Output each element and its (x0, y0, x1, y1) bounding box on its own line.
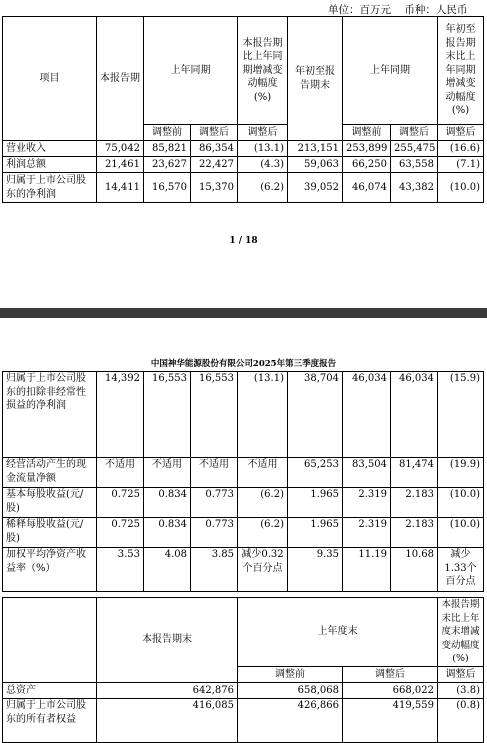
cell-ytd-before: 46,034 (343, 372, 391, 458)
cell-current: 642,876 (97, 682, 238, 698)
cell-current: 不适用 (97, 458, 144, 488)
unit-currency-line: 单位：百万元 币种：人民币 (328, 4, 468, 16)
header-prev-ytd: 上年同期 (343, 17, 438, 125)
table-row (3, 698, 484, 742)
cell-ytd-before: 11.19 (343, 548, 391, 592)
cell-ytd: 39,052 (288, 173, 343, 203)
cell-prev-after: 0.773 (191, 518, 238, 548)
financial-table-top (2, 16, 484, 203)
table-row (3, 173, 484, 203)
cell-ytd-change: (19.9) (438, 458, 484, 488)
header-before-adjust-ytd: 调整前 (343, 125, 391, 141)
cell-ytd: 59,063 (288, 157, 343, 173)
header-period-change: 本报告期末比上年度末增减变动幅度(%) (438, 598, 484, 667)
cell-ytd-change: (15.9) (438, 372, 484, 458)
header-change-after-adjust: 调整后 (438, 666, 484, 682)
table-row (3, 488, 484, 518)
cell-change: (4.3) (238, 157, 288, 173)
cell-prev-after: 0.773 (191, 488, 238, 518)
table-row (3, 141, 484, 157)
header-last-year-end: 上年度末 (238, 598, 438, 667)
row-label: 归属于上市公司股东的扣除非经常性损益的净利润 (3, 372, 97, 458)
cell-prev-after: 15,370 (191, 173, 238, 203)
cell-ytd-before: 83,504 (343, 458, 391, 488)
cell-prev-after: 16,553 (191, 372, 238, 458)
header-before-adjust: 调整前 (144, 125, 191, 141)
cell-before: 426,866 (238, 698, 343, 742)
cell-ytd-change: (16.6) (438, 141, 484, 157)
cell-ytd: 1.965 (288, 518, 343, 548)
financial-table-continued (2, 371, 484, 592)
cell-after: 668,022 (343, 682, 438, 698)
table-row (3, 682, 484, 698)
row-label: 稀释每股收益(元/股) (3, 518, 97, 548)
table-row (3, 518, 484, 548)
row-label: 经营活动产生的现金流量净额 (3, 458, 97, 488)
cell-ytd-change: (10.0) (438, 488, 484, 518)
row-label: 基本每股收益(元/股) (3, 488, 97, 518)
cell-ytd-before: 2.319 (343, 488, 391, 518)
cell-prev-after: 22,427 (191, 157, 238, 173)
cell-ytd-before: 2.319 (343, 518, 391, 548)
cell-current: 14,411 (97, 173, 144, 203)
cell-prev-after: 86,354 (191, 141, 238, 157)
cell-ytd-before: 253,899 (343, 141, 391, 157)
header-ytd-change-after-adjust: 调整后 (438, 125, 484, 141)
cell-prev-after: 不适用 (191, 458, 238, 488)
cell-current: 3.53 (97, 548, 144, 592)
cell-prev-before: 0.834 (144, 488, 191, 518)
cell-prev-before: 4.08 (144, 548, 191, 592)
cell-change: (3.8) (438, 682, 484, 698)
row-label: 营业收入 (3, 141, 97, 157)
cell-current: 14,392 (97, 372, 144, 458)
header-ytd: 年初至报告期末 (288, 17, 343, 141)
cell-ytd-before: 46,074 (343, 173, 391, 203)
cell-ytd-after: 63,558 (391, 157, 438, 173)
cell-ytd-change: (10.0) (438, 173, 484, 203)
cell-current: 0.725 (97, 518, 144, 548)
header-item: 项目 (3, 17, 97, 141)
header-current-period: 本报告期 (97, 17, 144, 141)
cell-current: 416,085 (97, 698, 238, 742)
page-number: 1 / 18 (229, 236, 258, 246)
page-separator (0, 308, 487, 318)
cell-ytd: 65,253 (288, 458, 343, 488)
cell-ytd-change: 减少1.33个百分点 (438, 548, 484, 592)
cell-prev-before: 16,570 (144, 173, 191, 203)
cell-prev-before: 不适用 (144, 458, 191, 488)
cell-change: 减少0.32个百分点 (238, 548, 288, 592)
cell-ytd-change: (10.0) (438, 518, 484, 548)
cell-prev-after: 3.85 (191, 548, 238, 592)
cell-ytd-before: 66,250 (343, 157, 391, 173)
table-row (3, 458, 484, 488)
cell-ytd-after: 2.183 (391, 488, 438, 518)
row-label: 归属于上市公司股东的所有者权益 (3, 698, 97, 742)
cell-ytd: 1.965 (288, 488, 343, 518)
header-after-adjust-ytd: 调整后 (391, 125, 438, 141)
cell-prev-before: 85,821 (144, 141, 191, 157)
row-label: 总资产 (3, 682, 97, 698)
cell-current: 21,461 (97, 157, 144, 173)
cell-change: (0.8) (438, 698, 484, 742)
table-row (3, 157, 484, 173)
cell-change: (6.2) (238, 488, 288, 518)
header-after-adjust: 调整后 (343, 666, 438, 682)
cell-change: (13.1) (238, 372, 288, 458)
header-after-adjust: 调整后 (191, 125, 238, 141)
cell-ytd-after: 10.68 (391, 548, 438, 592)
table-row (3, 372, 484, 458)
cell-prev-before: 16,553 (144, 372, 191, 458)
header-period-end: 本报告期末 (97, 598, 238, 683)
cell-ytd-after: 2.183 (391, 518, 438, 548)
cell-before: 658,068 (238, 682, 343, 698)
table-row (3, 548, 484, 592)
row-label: 加权平均净资产收益率（%） (3, 548, 97, 592)
header-ytd-change-pct: 年初至报告期末比上年同期增减变动幅度(%) (438, 17, 484, 125)
cell-ytd: 9.35 (288, 548, 343, 592)
header-change-pct: 本报告期比上年同期增减变动幅度(%) (238, 17, 288, 125)
cell-change: (6.2) (238, 173, 288, 203)
cell-prev-before: 23,627 (144, 157, 191, 173)
cell-change: (6.2) (238, 518, 288, 548)
cell-ytd-change: (7.1) (438, 157, 484, 173)
row-label: 利润总额 (3, 157, 97, 173)
row-label: 归属于上市公司股东的净利润 (3, 173, 97, 203)
header-change-after-adjust: 调整后 (238, 125, 288, 141)
cell-current: 75,042 (97, 141, 144, 157)
cell-ytd: 213,151 (288, 141, 343, 157)
report-header: 中国神华能源股份有限公司2025年第三季度报告 (150, 359, 337, 369)
cell-ytd-after: 46,034 (391, 372, 438, 458)
cell-ytd: 38,704 (288, 372, 343, 458)
cell-ytd-after: 255,475 (391, 141, 438, 157)
cell-ytd-after: 43,382 (391, 173, 438, 203)
cell-change: 不适用 (238, 458, 288, 488)
header-before-adjust: 调整前 (238, 666, 343, 682)
header-prev-same-period: 上年同期 (144, 17, 238, 125)
cell-current: 0.725 (97, 488, 144, 518)
cell-prev-before: 0.834 (144, 518, 191, 548)
cell-ytd-after: 81,474 (391, 458, 438, 488)
cell-change: (13.1) (238, 141, 288, 157)
cell-after: 419,559 (343, 698, 438, 742)
balance-table (2, 597, 484, 743)
